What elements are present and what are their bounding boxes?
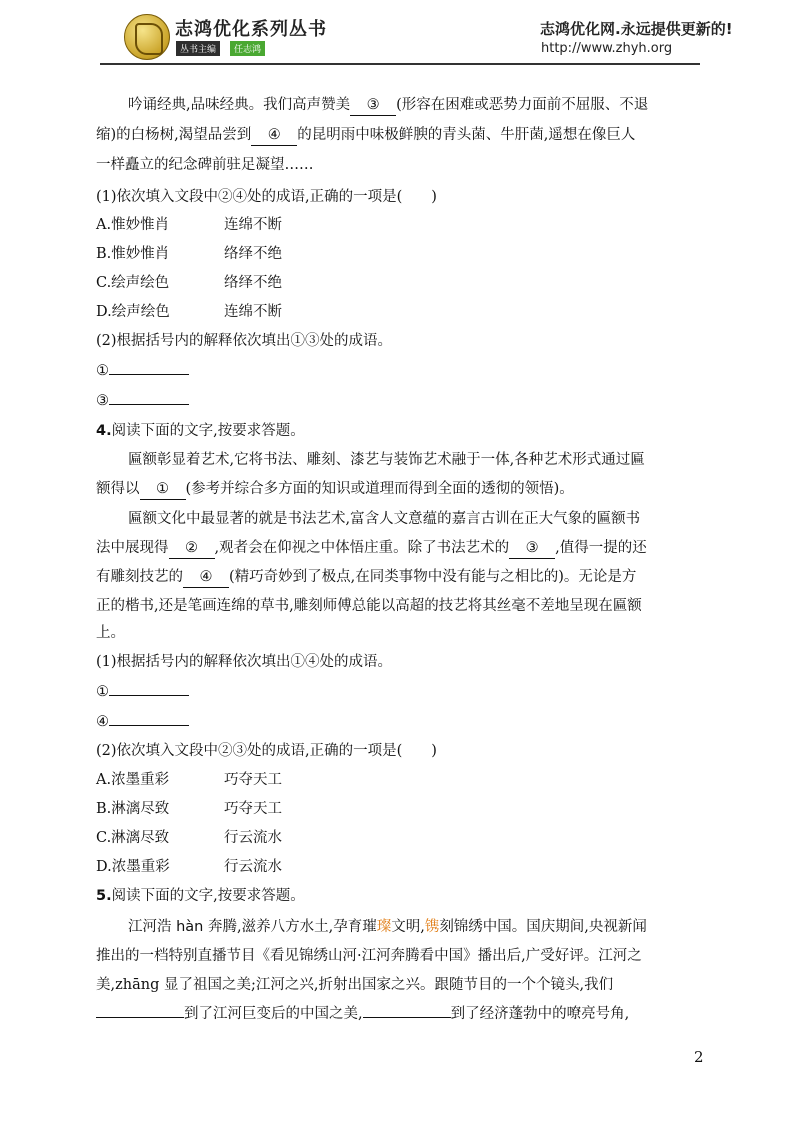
passage-line: 有雕刻技艺的 ④ (精巧奇妙到了极点,在同类事物中没有能与之相比的)。无论是方 (96, 567, 636, 588)
passage-line: 一样矗立的纪念碑前驻足凝望…… (96, 157, 314, 173)
passage-line: 缩)的白杨树,渴望品尝到 ④ 的昆明雨中味极鲜腴的青头菌、牛肝菌,遥想在像巨人 (96, 125, 635, 146)
passage-line: 法中展现得 ② ,观者会在仰视之中体悟庄重。除了书法艺术的 ③ ,值得一提的还 (96, 538, 647, 559)
passage-line: 推出的一档特别直播节目《看见锦绣山河·江河奔腾看中国》播出后,广受好评。江河之 (96, 948, 642, 964)
passage-line: 匾额彰显着艺术,它将书法、雕刻、漆艺与装饰艺术融于一体,各种艺术形式通过匾 (128, 452, 645, 468)
passage-line: 美,zhāng 显了祖国之美;江河之兴,折射出国家之兴。跟随节目的一个个镜头,我们 (96, 977, 614, 993)
option-a: A.惟妙惟肖 连绵不断 (96, 217, 282, 233)
header-rule (100, 63, 700, 65)
blank-3: ③ (509, 538, 555, 559)
question-stem: (2)依次填入文段中②③处的成语,正确的一项是( ) (96, 743, 437, 759)
question-stem: (2)根据括号内的解释依次填出①③处的成语。 (96, 333, 393, 349)
blank-3: ③ (350, 95, 396, 116)
blank-2: ② (169, 538, 215, 559)
passage-line: 江河浩 hàn 奔腾,滋养八方水土,孕育璀璨文明,镌刻锦绣中国。国庆期间,央视新闻 (128, 919, 647, 935)
series-logo-icon (124, 14, 170, 60)
answer-blank: ③ (96, 391, 189, 411)
passage-line: 正的楷书,还是笔画连绵的草书,雕刻师傅总能以高超的技艺将其丝毫不差地呈现在匾额 (96, 598, 642, 614)
passage-line: 吟诵经典,品味经典。我们高声赞美 ③ (形容在困难或恶势力面前不屈服、不退 (128, 95, 648, 116)
question-5-title: 5.阅读下面的文字,按要求答题。 (96, 888, 305, 904)
answer-blank (363, 1017, 451, 1018)
series-title: 志鸿优化系列丛书 (175, 19, 327, 40)
editor-name: 任志鸿 (230, 41, 265, 56)
option-d: D.浓墨重彩 行云流水 (96, 859, 282, 875)
site-url: http://www.zhyh.org (541, 41, 673, 56)
option-c: C.绘声绘色 络绎不绝 (96, 275, 282, 291)
question-stem: (1)依次填入文段中②④处的成语,正确的一项是( ) (96, 189, 437, 205)
answer-blank: ④ (96, 712, 189, 732)
blank-4: ④ (251, 125, 297, 146)
passage-line: 额得以 ① (参考并综合多方面的知识或道理而得到全面的透彻的领悟)。 (96, 479, 574, 500)
option-a: A.浓墨重彩 巧夺天工 (96, 772, 282, 788)
option-c: C.淋漓尽致 行云流水 (96, 830, 282, 846)
passage-line: 到了江河巨变后的中国之美, 到了经济蓬勃中的嘹亮号角, (96, 1004, 629, 1024)
option-b: B.惟妙惟肖 络绎不绝 (96, 246, 282, 262)
option-b: B.淋漓尽致 巧夺天工 (96, 801, 282, 817)
question-4-title: 4.阅读下面的文字,按要求答题。 (96, 423, 305, 439)
passage-line: 匾额文化中最显著的就是书法艺术,富含人文意蕴的嘉言古训在正大气象的匾额书 (128, 511, 641, 527)
site-slogan: 志鸿优化网.永远提供更新的! (540, 20, 733, 38)
answer-blank: ① (96, 361, 189, 381)
blank-1: ① (140, 479, 186, 500)
blank-4: ④ (183, 567, 229, 588)
question-stem: (1)根据括号内的解释依次填出①④处的成语。 (96, 654, 393, 670)
answer-blank: ① (96, 682, 189, 702)
passage-line: 上。 (96, 625, 125, 641)
option-d: D.绘声绘色 连绵不断 (96, 304, 282, 320)
page-number: 2 (694, 1048, 704, 1066)
editor-label: 丛书主编 (176, 41, 220, 56)
page-header (0, 0, 800, 70)
answer-blank (96, 1017, 184, 1018)
